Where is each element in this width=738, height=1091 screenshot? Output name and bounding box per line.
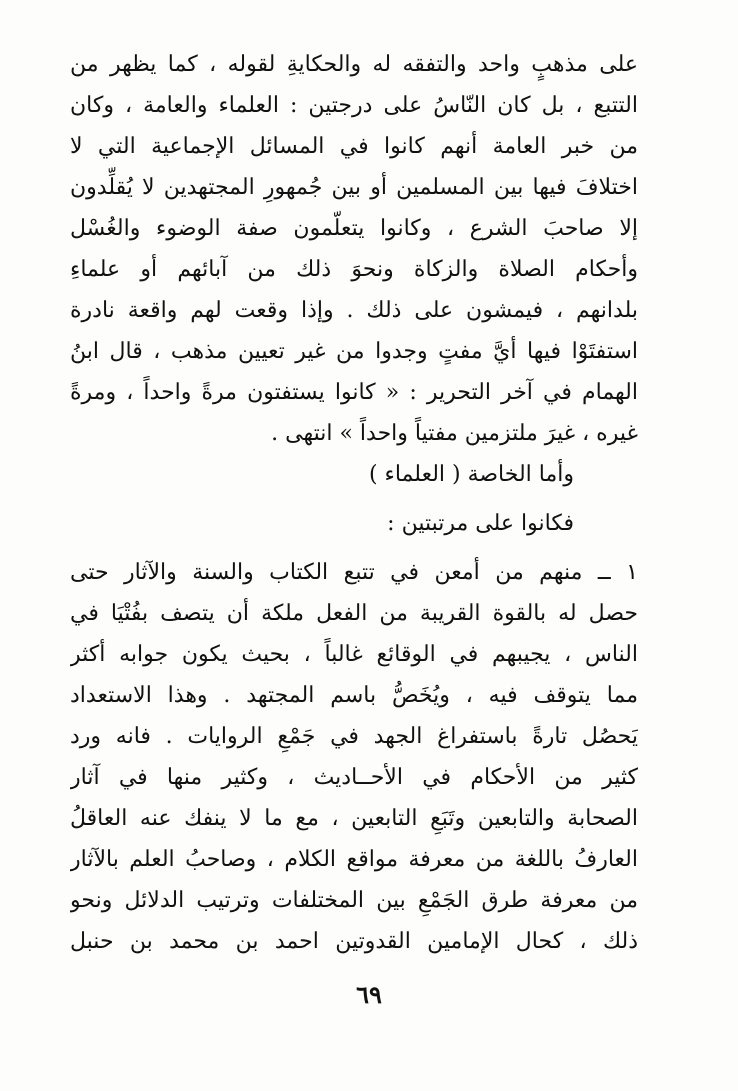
text-line: من معرفة طرق الجَمْعِ بين المختلفات وترتيب الدلائل ونحو (70, 888, 638, 913)
text-line: على مذهبٍ واحد والتفقه له والحكايةِ لقوله ، كما يظهر من (70, 52, 638, 77)
text-line: الناس ، يجيبهم في الوقائع غالباً ، بحيث يكون جوابه أكثر (70, 642, 638, 667)
text-line: مما يتوقف فيه ، ويُخَصُّ باسم المجتهد . وهذا الاستعداد (70, 683, 638, 708)
text-line: بلدانهم ، فيمشون على ذلك . وإذا وقعت لهم واقعة نادرة (70, 298, 638, 323)
text-line: وأحكام الصلاة والزكاة ونحوَ ذلك من آبائهم أو علماءِ (70, 257, 638, 282)
spacer (70, 544, 638, 552)
section-subheading: فكانوا على مرتبتين : (387, 511, 574, 536)
text-line: إلا صاحبَ الشرع ، وكانوا يتعلّمون صفة الوضوء والغُسْل (70, 216, 638, 241)
text-line: حصل له بالقوة القريبة من الفعل ملكة أن يتصف بفُتْيَا في (70, 601, 638, 626)
text-line: غيره ، غيرَ ملتزمين مفتياً واحداً » انتهى . (271, 421, 638, 446)
text-line: اختلافَ فيها بين المسلمين أو بين جُمهورِ المجتهدين لا يُقلِّدون (70, 175, 638, 200)
text-line: العارفُ باللغة من معرفة مواقع الكلام ، وصاحبُ العلم بالآثار (70, 847, 638, 872)
text-line: التتبع ، بل كان النّاسُ على درجتين : العلماء والعامة ، وكان (70, 93, 638, 118)
spacer (70, 495, 638, 503)
body-text (70, 44, 638, 962)
text-line: من خبر العامة أنهم كانوا في المسائل الإجماعية التي لا (70, 134, 638, 159)
text-line: يَحصُل تارةً باستفراغ الجهد في جَمْعِ الروايات . فانه ورد (70, 724, 638, 749)
section-heading: وأما الخاصة ( العلماء ) (368, 462, 574, 487)
page-number: ٦٩ (356, 980, 382, 1009)
text-line: استفتَوْا فيها أيَّ مفتٍ وجدوا من غير تعيين مذهب ، قال ابنُ (70, 339, 638, 364)
text-line: ذلك ، كحال الإمامين القدوتين احمد بن محمد بن حنبل (70, 929, 638, 954)
text-line: الصحابة والتابعين وتَبَعِ التابعين ، مع ما لا ينفك عنه العاقلُ (70, 806, 638, 831)
text-line: الهمام في آخر التحرير : « كانوا يستفتون مرةً واحداً ، ومرةً (70, 380, 638, 405)
text-line: كثير من الأحكام في الأحــاديث ، وكثير منها في آثار (70, 765, 638, 790)
text-line: ١ ــ منهم من أمعن في تتبع الكتاب والسنة والآثار حتى (70, 560, 638, 585)
